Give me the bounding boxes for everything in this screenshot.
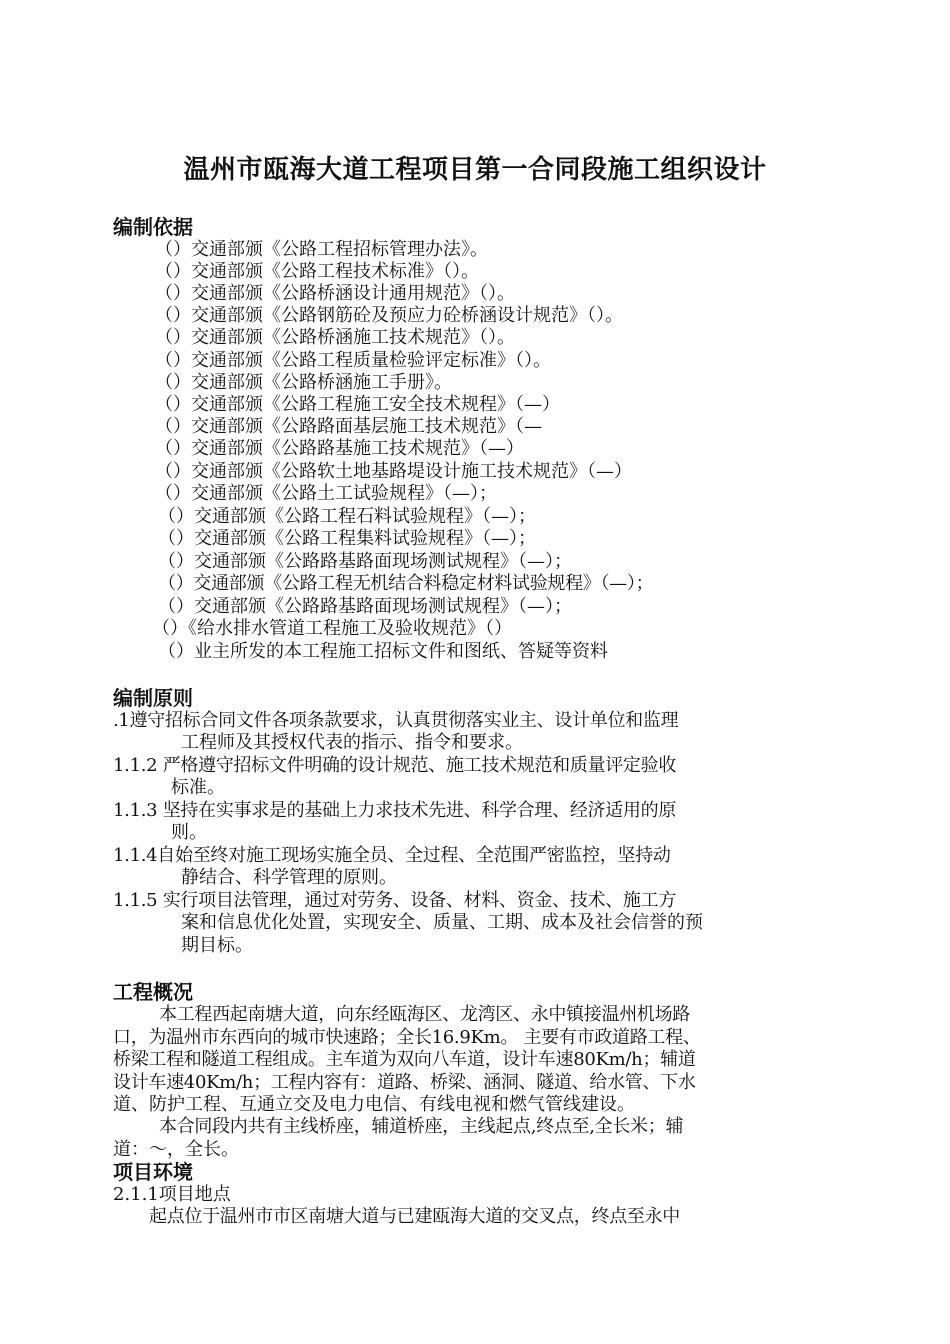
basis-item: （）业主所发的本工程施工招标文件和图纸、答疑等资料 xyxy=(158,641,608,662)
basis-item: （）交通部颁《公路土工试验规程》（—）； xyxy=(155,483,497,504)
section-heading-environment: 项目环境 xyxy=(113,1160,193,1184)
overview-line: 道：～，全长。 xyxy=(113,1139,239,1160)
basis-item: （）交通部颁《公路路基路面现场测试规程》（—）； xyxy=(158,596,572,617)
basis-item: （）交通部颁《公路工程技术标准》（）。 xyxy=(155,261,479,282)
principle-line: 静结合、科学管理的原则。 xyxy=(181,867,397,888)
overview-line: 本工程西起南塘大道，向东经瓯海区、龙湾区、永中镇接温州机场路 xyxy=(159,1004,690,1025)
section-heading-principles: 编制原则 xyxy=(113,686,193,710)
basis-item: （）交通部颁《公路工程招标管理办法》。 xyxy=(155,239,488,260)
principle-line: 则。 xyxy=(171,822,207,843)
basis-item: （）交通部颁《公路路面基层施工技术规范》（— xyxy=(155,416,542,437)
basis-item: （）交通部颁《公路桥涵施工技术规范》（）。 xyxy=(155,327,515,348)
principle-line: 1.1.3 坚持在实事求是的基础上力求技术先进、科学合理、经济适用的原 xyxy=(113,800,677,821)
overview-line: 本合同段内共有主线桥座，辅道桥座，主线起点,终点至,全长米；辅 xyxy=(159,1116,684,1137)
section-heading-basis: 编制依据 xyxy=(113,215,193,239)
principle-line: 期目标。 xyxy=(181,935,253,956)
section-heading-overview: 工程概况 xyxy=(113,980,193,1004)
principle-line: 1.1.2 严格遵守招标文件明确的设计规范、施工技术规范和质量评定验收 xyxy=(113,755,677,776)
basis-item: （）交通部颁《公路工程质量检验评定标准》（）。 xyxy=(155,350,551,371)
basis-item: （）交通部颁《公路桥涵设计通用规范》（）。 xyxy=(155,283,515,304)
basis-item: （）交通部颁《公路钢筋砼及预应力砼桥涵设计规范》（）。 xyxy=(155,305,623,326)
principle-line: 1.1.4自始至终对施工现场实施全员、全过程、全范围严密监控，坚持动 xyxy=(113,845,671,866)
environment-subheading: 2.1.1项目地点 xyxy=(113,1184,231,1205)
document-title: 温州市瓯海大道工程项目第一合同段施工组织设计 xyxy=(183,155,767,185)
basis-item: （）交通部颁《公路工程集料试验规程》（—）； xyxy=(158,528,536,549)
overview-line: 道、防护工程、互通立交及电力电信、有线电视和燃气管线建设。 xyxy=(113,1094,635,1115)
principle-line: 标准。 xyxy=(171,777,225,798)
basis-item: （）交通部颁《公路桥涵施工手册》。 xyxy=(155,372,452,393)
overview-line: 设计车速40Km/h；工程内容有：道路、桥梁、涵洞、隧道、给水管、下水 xyxy=(113,1072,696,1093)
environment-line: 起点位于温州市市区南塘大道与已建瓯海大道的交叉点，终点至永中 xyxy=(149,1206,680,1227)
basis-item: （）交通部颁《公路工程石料试验规程》（—）； xyxy=(158,506,536,527)
overview-line: 口，为温州市东西向的城市快速路；全长16.9Km。 主要有市政道路工程、 xyxy=(113,1027,701,1048)
basis-item: （）交通部颁《公路路基路面现场测试规程》（—）； xyxy=(158,551,572,572)
principle-line: .1遵守招标合同文件各项条款要求，认真贯彻落实业主、设计单位和监理 xyxy=(113,710,679,731)
principle-line: 案和信息优化处置，实现安全、质量、工期、成本及社会信誉的预 xyxy=(181,912,703,933)
basis-item: （）交通部颁《公路路基施工技术规范》（—） xyxy=(155,438,524,459)
basis-item: （）交通部颁《公路工程施工安全技术规程》（—） xyxy=(155,394,560,415)
overview-line: 桥梁工程和隧道工程组成。主车道为双向八车道，设计车速80Km/h；辅道 xyxy=(113,1049,696,1070)
basis-item: （）《给水排水管道工程施工及验收规范》（） xyxy=(152,618,512,639)
principle-line: 工程师及其授权代表的指示、指令和要求。 xyxy=(181,732,523,753)
basis-item: （）交通部颁《公路工程无机结合料稳定材料试验规程》（—）； xyxy=(158,573,654,594)
principle-line: 1.1.5 实行项目法管理，通过对劳务、设备、材料、资金、技术、施工方 xyxy=(113,890,677,911)
basis-item: （）交通部颁《公路软土地基路堤设计施工技术规范》（—） xyxy=(155,461,632,482)
